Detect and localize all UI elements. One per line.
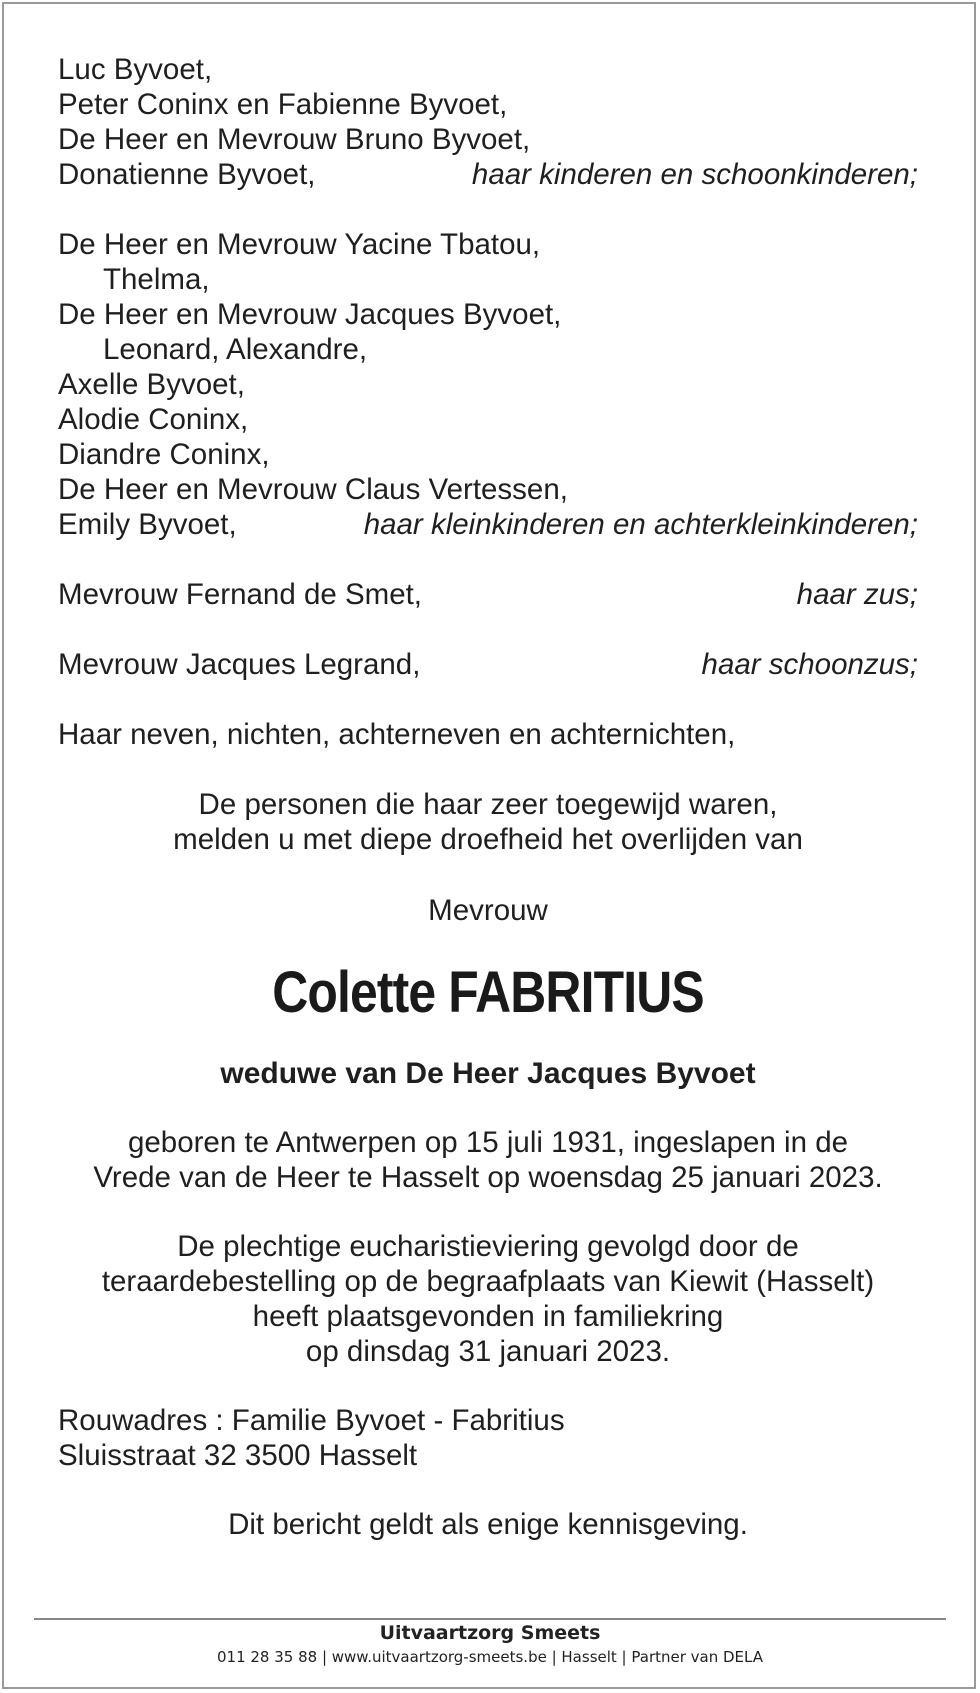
family-name: Peter Coninx en Fabienne Byvoet, — [58, 88, 508, 121]
funeral-home-name: Uitvaartzorg Smeets — [379, 1622, 601, 1644]
address-line: Sluisstraat 32 3500 Hasselt — [58, 1439, 418, 1472]
grandchildren-section — [58, 227, 918, 542]
spacer — [58, 612, 918, 647]
family-role: haar kinderen en schoonkinderen; — [471, 158, 918, 191]
family-line — [58, 437, 918, 472]
family-line — [58, 262, 918, 297]
ceremony-line: op dinsdag 31 januari 2023. — [305, 1335, 671, 1368]
spacer — [58, 542, 918, 577]
deceased-title: Mevrouw — [428, 894, 548, 927]
family-name: Diandre Coninx, — [58, 438, 270, 471]
intro-line: De personen die haar zeer toegewijd waren, — [198, 788, 778, 821]
relatives-text: Haar neven, nichten, achterneven en achternichten, — [58, 718, 736, 751]
relatives-line — [58, 717, 918, 752]
family-name: De Heer en Mevrouw Jacques Byvoet, — [58, 298, 562, 331]
family-name: Donatienne Byvoet, — [58, 158, 316, 191]
ceremony-text — [58, 1229, 918, 1369]
birth-death-line: Vrede van de Heer te Hasselt op woensdag 25 januari 2023. — [93, 1161, 883, 1194]
sister-in-law-line — [58, 647, 918, 682]
family-name: De Heer en Mevrouw Claus Vertessen, — [58, 473, 568, 506]
birth-death-line: geboren te Antwerpen op 15 juli 1931, ingeslapen in de — [127, 1126, 849, 1159]
family-role: haar zus; — [796, 578, 918, 611]
address-line: Rouwadres : Familie Byvoet - Fabritius — [58, 1404, 565, 1437]
family-name: Mevrouw Jacques Legrand, — [58, 648, 421, 681]
spacer — [58, 682, 918, 717]
sister-line — [58, 577, 918, 612]
widow-of-text: weduwe van De Heer Jacques Byvoet — [220, 1057, 756, 1090]
mourning-address — [58, 1403, 918, 1473]
family-line — [58, 367, 918, 402]
family-name: Mevrouw Fernand de Smet, — [58, 578, 422, 611]
family-line — [58, 332, 918, 367]
family-name: Thelma, — [103, 263, 210, 296]
ceremony-line: teraardebestelling op de begraafplaats van Kiewit (Hasselt) — [101, 1265, 875, 1298]
spacer — [58, 192, 918, 227]
family-name: Axelle Byvoet, — [58, 368, 245, 401]
family-line — [58, 472, 918, 507]
family-name: Luc Byvoet, — [58, 53, 213, 86]
family-role: haar schoonzus; — [701, 648, 918, 681]
family-name: Emily Byvoet, — [58, 508, 237, 541]
footer-divider — [34, 1618, 946, 1620]
family-line — [58, 157, 918, 192]
ceremony-line: heeft plaatsgevonden in familiekring — [252, 1300, 724, 1333]
deceased-name: Colette FABRITIUS — [272, 960, 704, 1025]
family-line — [58, 297, 918, 332]
family-name: Alodie Coninx, — [58, 403, 249, 436]
family-line — [58, 402, 918, 437]
death-notice — [58, 52, 918, 1542]
intro-line: melden u met diepe droefheid het overlijden van — [173, 823, 803, 856]
family-name: De Heer en Mevrouw Yacine Tbatou, — [58, 228, 541, 261]
intro-text — [58, 787, 918, 857]
family-name: Leonard, Alexandre, — [103, 333, 368, 366]
family-line — [58, 507, 918, 542]
closing-text: Dit bericht geldt als enige kennisgeving. — [228, 1508, 748, 1541]
family-role: haar kleinkinderen en achterkleinkinderen; — [363, 508, 918, 541]
family-line — [58, 227, 918, 262]
ceremony-line: De plechtige eucharistieviering gevolgd door de — [177, 1230, 799, 1263]
birth-death-text — [58, 1125, 918, 1195]
children-section — [58, 52, 918, 192]
family-line — [58, 52, 918, 87]
funeral-home-info: 011 28 35 88 | www.uitvaartzorg-smeets.be | Hasselt | Partner van DELA — [216, 1648, 763, 1666]
family-line — [58, 87, 918, 122]
family-name: De Heer en Mevrouw Bruno Byvoet, — [58, 123, 531, 156]
family-line — [58, 122, 918, 157]
